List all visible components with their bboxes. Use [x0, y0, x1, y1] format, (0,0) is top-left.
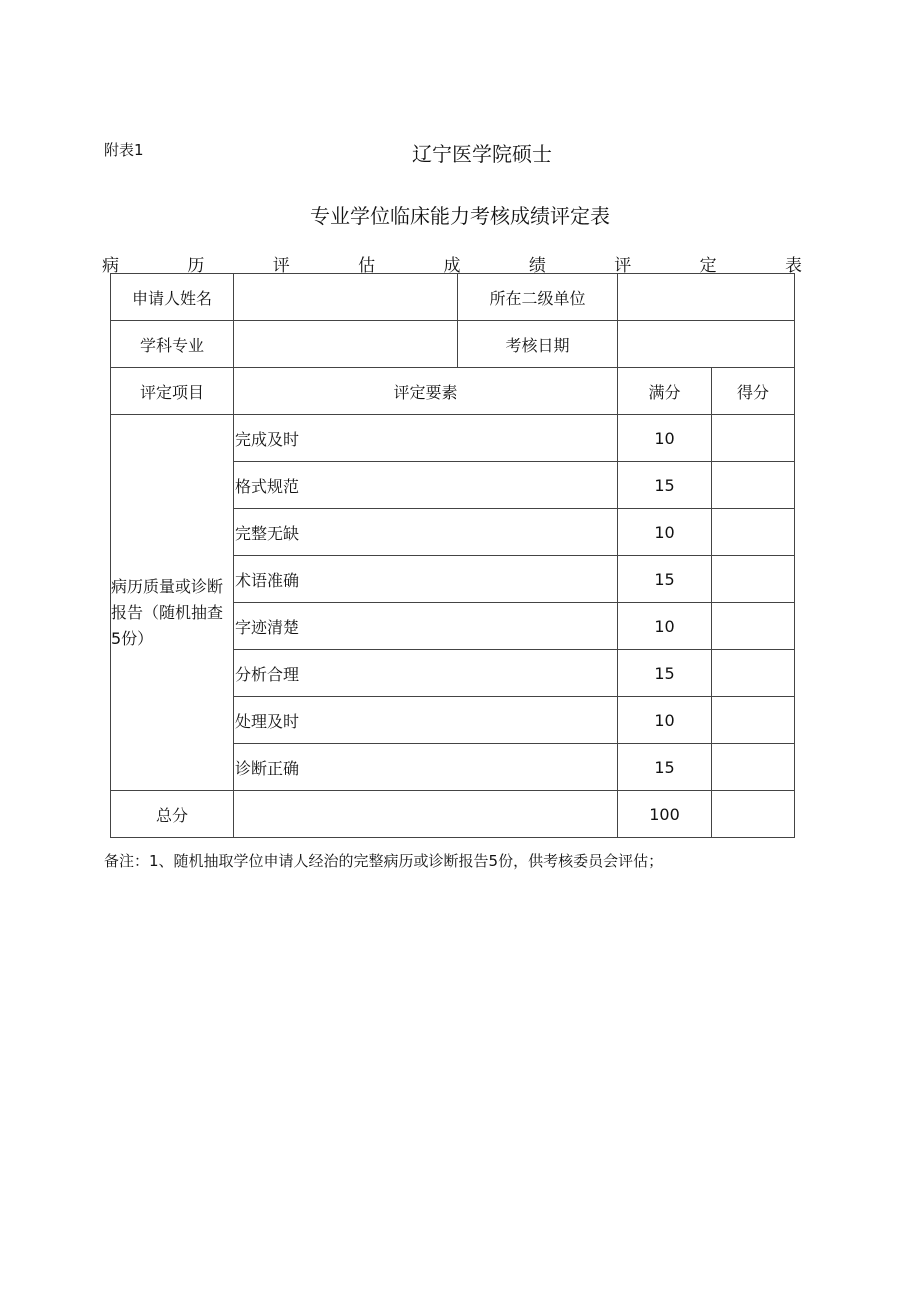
major-label: 学科专业 [111, 321, 234, 368]
full-score-cell: 15 [618, 744, 712, 791]
element-cell: 处理及时 [234, 697, 618, 744]
element-cell: 术语准确 [234, 556, 618, 603]
table-row [111, 415, 795, 462]
subtitle-char: 病 [102, 256, 119, 276]
category-line: 5份） [111, 628, 154, 648]
full-score-cell: 10 [618, 697, 712, 744]
table-row [111, 274, 795, 321]
full-score-cell: 15 [618, 556, 712, 603]
evaluation-table [110, 273, 795, 838]
unit-label: 所在二级单位 [458, 274, 618, 321]
date-field[interactable] [618, 321, 795, 368]
total-element-cell [234, 791, 618, 838]
subtitle-char: 绩 [528, 256, 546, 276]
category-cell [111, 415, 234, 791]
score-field[interactable] [712, 509, 795, 556]
footnote: 备注：1、随机抽取学位申请人经治的完整病历或诊断报告5份，供考核委员会评估； [104, 852, 664, 870]
category-line: 病历质量或诊断 [111, 576, 224, 596]
applicant-name-label: 申请人姓名 [111, 274, 234, 321]
element-cell: 完成及时 [234, 415, 618, 462]
column-header-item: 评定项目 [111, 368, 234, 415]
unit-field[interactable] [618, 274, 795, 321]
subtitle-char: 评 [614, 256, 632, 276]
table-header-row [111, 368, 795, 415]
score-field[interactable] [712, 650, 795, 697]
score-field[interactable] [712, 462, 795, 509]
subtitle-char: 历 [187, 256, 205, 276]
subtitle-char: 评 [272, 256, 290, 276]
column-header-full: 满分 [618, 368, 712, 415]
column-header-element: 评定要素 [234, 368, 618, 415]
category-line: 报告（随机抽查 [111, 602, 224, 622]
total-row [111, 791, 795, 838]
full-score-cell: 10 [618, 509, 712, 556]
score-field[interactable] [712, 415, 795, 462]
total-full-score: 100 [618, 791, 712, 838]
page-title-line1: 辽宁医学院硕士 [412, 142, 552, 166]
subtitle-char: 定 [699, 256, 717, 276]
full-score-cell: 10 [618, 415, 712, 462]
date-label: 考核日期 [458, 321, 618, 368]
subtitle-char: 成 [443, 256, 461, 276]
subtitle-char: 估 [358, 256, 376, 276]
score-field[interactable] [712, 603, 795, 650]
score-field[interactable] [712, 744, 795, 791]
score-field[interactable] [712, 697, 795, 744]
element-cell: 分析合理 [234, 650, 618, 697]
element-cell: 完整无缺 [234, 509, 618, 556]
major-field[interactable] [234, 321, 458, 368]
table-row [111, 321, 795, 368]
element-cell: 诊断正确 [234, 744, 618, 791]
full-score-cell: 15 [618, 650, 712, 697]
element-cell: 字迹清楚 [234, 603, 618, 650]
subtitle-char: 表 [785, 256, 802, 276]
full-score-cell: 10 [618, 603, 712, 650]
attachment-label: 附表1 [104, 141, 144, 159]
column-header-score: 得分 [712, 368, 795, 415]
element-cell: 格式规范 [234, 462, 618, 509]
score-field[interactable] [712, 556, 795, 603]
page-title-line2: 专业学位临床能力考核成绩评定表 [310, 204, 610, 228]
total-label: 总分 [111, 791, 234, 838]
full-score-cell: 15 [618, 462, 712, 509]
applicant-name-field[interactable] [234, 274, 458, 321]
total-score-field[interactable] [712, 791, 795, 838]
